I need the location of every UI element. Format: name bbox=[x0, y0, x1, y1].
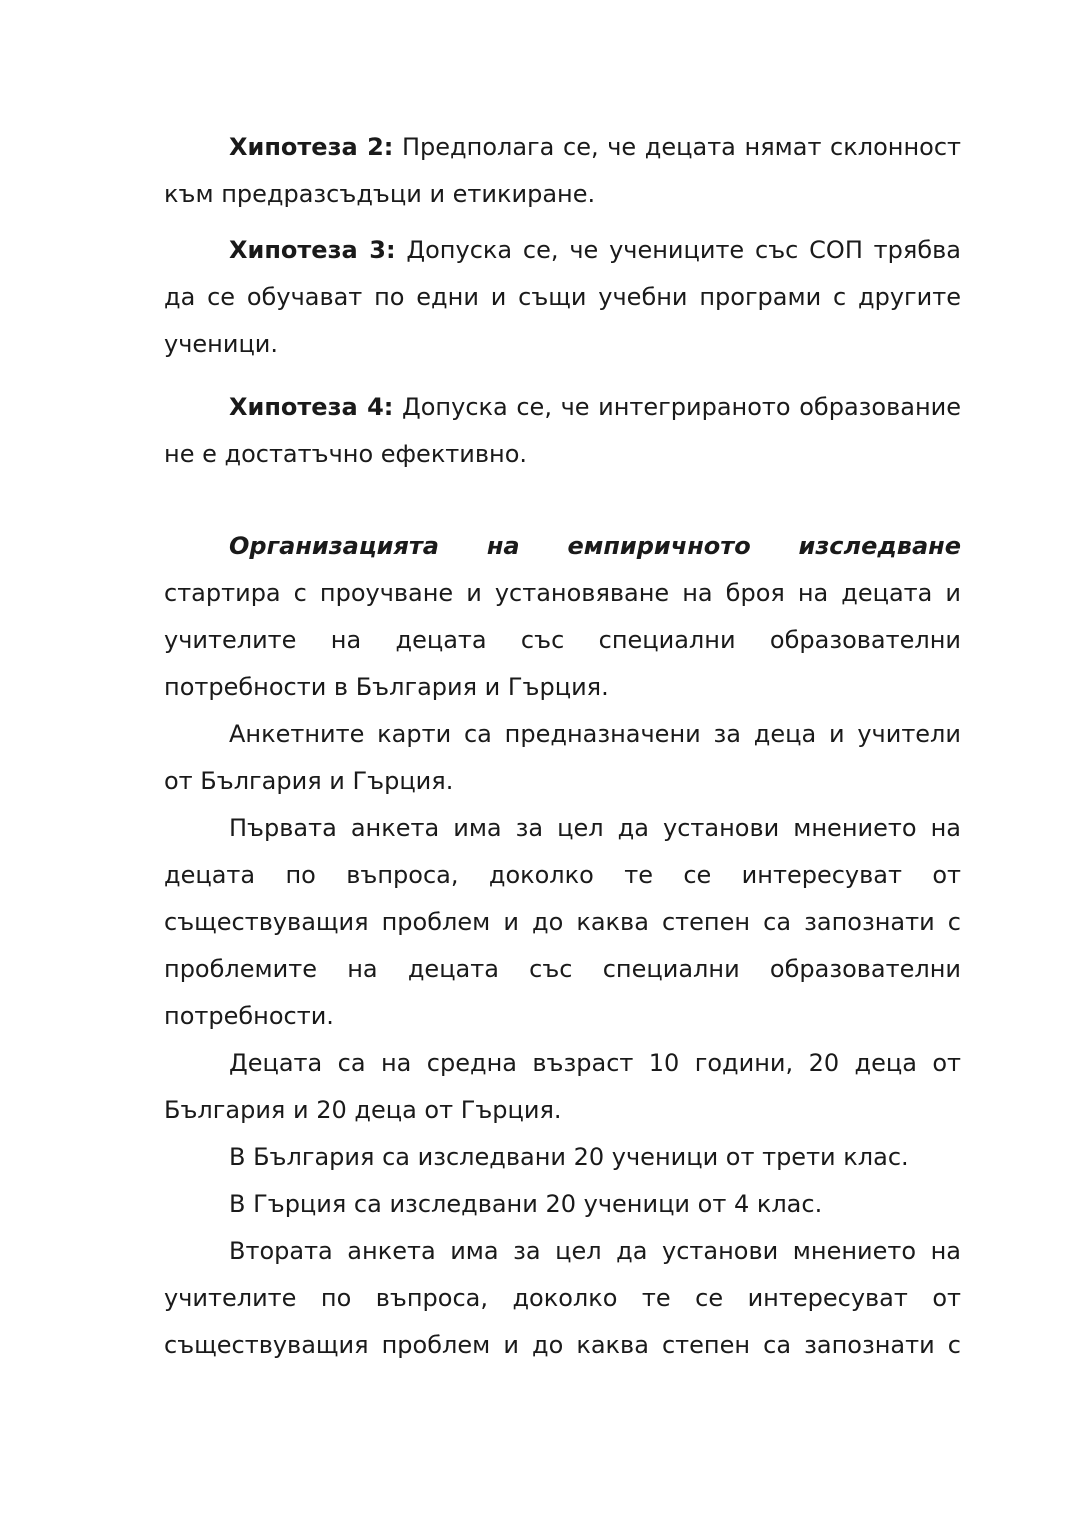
paragraph-bulgaria: В България са изследвани 20 ученици от трети клас. bbox=[229, 1143, 909, 1171]
hypothesis-text: Допуска се, че учениците със СОП трябва да се обучават по едни и същи учебни програми с другите ученици. bbox=[164, 236, 961, 358]
document-page bbox=[164, 124, 961, 1369]
paragraph-children-age: Децата са на средна възраст 10 години, 20 деца от България и 20 деца от Гърция. bbox=[164, 1049, 961, 1124]
hypothesis-2 bbox=[164, 124, 961, 218]
organization-lead: Организацията на емпиричното изследване bbox=[229, 532, 961, 560]
organization-paragraph bbox=[164, 523, 961, 711]
hypothesis-label: Хипотеза 3: bbox=[229, 236, 396, 264]
hypothesis-text: Допуска се, че интегрираното образование не е достатъчно ефективно. bbox=[164, 393, 962, 468]
paragraph-second-survey: Втората анкета има за цел да установи мнението на учителите по въпроса, доколко те се интересуват от съществуващия проблем и до каква степен са запознати с bbox=[164, 1237, 961, 1359]
hypothesis-label: Хипотеза 4: bbox=[229, 393, 394, 421]
hypothesis-label: Хипотеза 2: bbox=[229, 133, 394, 161]
paragraph-questionnaires: Анкетните карти са предназначени за деца и учители от България и Гърция. bbox=[164, 720, 961, 795]
hypothesis-4 bbox=[164, 384, 961, 478]
organization-text: стартира с проучване и установяване на броя на децата и учителите на децата със специални образователни потребности в България и Гърция. bbox=[164, 579, 961, 701]
paragraph-first-survey: Първата анкета има за цел да установи мнението на децата по въпроса, доколко те се интересуват от съществуващия проблем и до каква степен са запознати с проблемите на децата със специални образователни потребности. bbox=[164, 814, 961, 1030]
hypothesis-3 bbox=[164, 227, 961, 368]
hypothesis-text: Предполага се, че децата нямат склонност към предразсъдъци и етикиране. bbox=[164, 133, 962, 208]
paragraph-greece: В Гърция са изследвани 20 ученици от 4 клас. bbox=[229, 1190, 823, 1218]
